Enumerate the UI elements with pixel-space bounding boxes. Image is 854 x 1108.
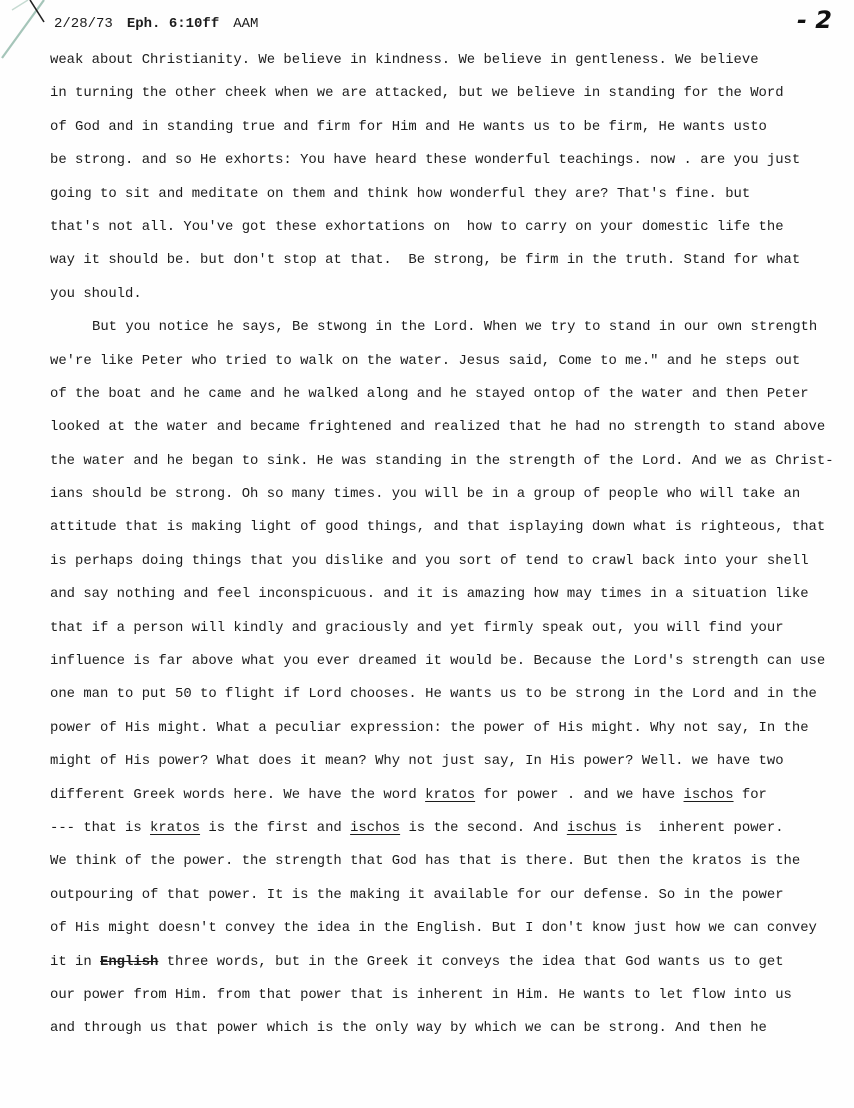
text-line-greek-words bbox=[50, 818, 840, 851]
struck-out-word: English bbox=[100, 953, 159, 970]
text-line: ians should be strong. Oh so many times. you will be in a group of people who will take an bbox=[50, 486, 801, 503]
text-line: power of His might. What a peculiar expression: the power of His might. Why not say, In the bbox=[50, 719, 809, 736]
text-line: of the boat and he came and he walked along and he stayed ontop of the water and then Peter bbox=[50, 385, 809, 402]
text-segment: --- that is bbox=[50, 819, 151, 836]
header-date: 2/28/73 bbox=[54, 16, 113, 32]
text-line: of His might doesn't convey the idea in the English. But I don't know just how we can convey bbox=[50, 920, 817, 937]
page-header bbox=[54, 16, 272, 32]
text-line: and through us that power which is the only way by which we can be strong. And then he bbox=[50, 1020, 767, 1037]
text-line: outpouring of that power. It is the making it available for our defense. So in the power bbox=[50, 886, 784, 903]
text-line: you should. bbox=[50, 285, 142, 302]
header-reference: Eph. 6:10ff bbox=[126, 16, 220, 32]
text-line: we're like Peter who tried to walk on the water. Jesus said, Come to me." and he steps out bbox=[50, 352, 801, 369]
text-line-greek-words bbox=[50, 785, 840, 818]
text-line: our power from Him. from that power that is inherent in Him. He wants to let flow into us bbox=[50, 986, 792, 1003]
underlined-word-ischos: ischos bbox=[350, 819, 401, 836]
underlined-word-ischus: ischus bbox=[566, 819, 617, 836]
underlined-word-kratos: kratos bbox=[425, 786, 476, 803]
text-line: looked at the water and became frightened and realized that he had no strength to stand above bbox=[50, 419, 826, 436]
text-line: one man to put 50 to flight if Lord chooses. He wants us to be strong in the Lord and in the bbox=[50, 686, 817, 703]
text-segment: for power . and we have bbox=[475, 786, 684, 803]
header-initials: AAM bbox=[233, 16, 259, 32]
text-line: way it should be. but don't stop at that. Be strong, be firm in the truth. Stand for what bbox=[50, 252, 801, 269]
text-line: of God and in standing true and firm for Him and He wants us to be firm, He wants usto bbox=[50, 118, 767, 135]
text-segment: is the first and bbox=[200, 819, 351, 836]
text-line: in turning the other cheek when we are attacked, but we believe in standing for the Word bbox=[50, 85, 784, 102]
underlined-word-kratos: kratos bbox=[150, 819, 201, 836]
page-number: - 2 bbox=[796, 6, 832, 34]
text-segment: for bbox=[733, 786, 767, 803]
text-line: that's not all. You've got these exhortations on how to carry on your domestic life the bbox=[50, 218, 784, 235]
text-segment: three words, but in the Greek it conveys the idea that God wants us to get bbox=[158, 953, 784, 970]
body-text bbox=[50, 50, 840, 1052]
text-line: and say nothing and feel inconspicuous. and it is amazing how may times in a situation like bbox=[50, 586, 809, 603]
text-line: We think of the power. the strength that God has that is there. But then the kratos is the bbox=[50, 853, 801, 870]
text-segment: different Greek words here. We have the word bbox=[50, 786, 426, 803]
text-segment: it in bbox=[50, 953, 101, 970]
text-line: be strong. and so He exhorts: You have heard these wonderful teachings. now . are you just bbox=[50, 152, 801, 169]
text-segment: is the second. And bbox=[400, 819, 567, 836]
text-line: is perhaps doing things that you dislike and you sort of tend to crawl back into your shell bbox=[50, 552, 809, 569]
text-segment: is inherent power. bbox=[616, 819, 784, 836]
text-line: attitude that is making light of good things, and that isplaying down what is righteous, that bbox=[50, 519, 826, 536]
text-line: weak about Christianity. We believe in kindness. We believe in gentleness. We believe bbox=[50, 52, 759, 68]
text-line: influence is far above what you ever dreamed it would be. Because the Lord's strength can use bbox=[50, 653, 826, 670]
underlined-word-ischos: ischos bbox=[683, 786, 734, 803]
text-line: that if a person will kindly and graciously and yet firmly speak out, you will find your bbox=[50, 619, 784, 636]
text-line: going to sit and meditate on them and think how wonderful they are? That's fine. but bbox=[50, 185, 751, 202]
text-line: might of His power? What does it mean? Why not just say, In His power? Well. we have two bbox=[50, 753, 784, 770]
paragraph-start-line: But you notice he says, Be stwong in the Lord. When we try to stand in our own strength bbox=[92, 319, 818, 336]
text-line: the water and he began to sink. He was standing in the strength of the Lord. And we as Christ- bbox=[50, 452, 834, 469]
text-line-with-strikeout bbox=[50, 952, 840, 985]
